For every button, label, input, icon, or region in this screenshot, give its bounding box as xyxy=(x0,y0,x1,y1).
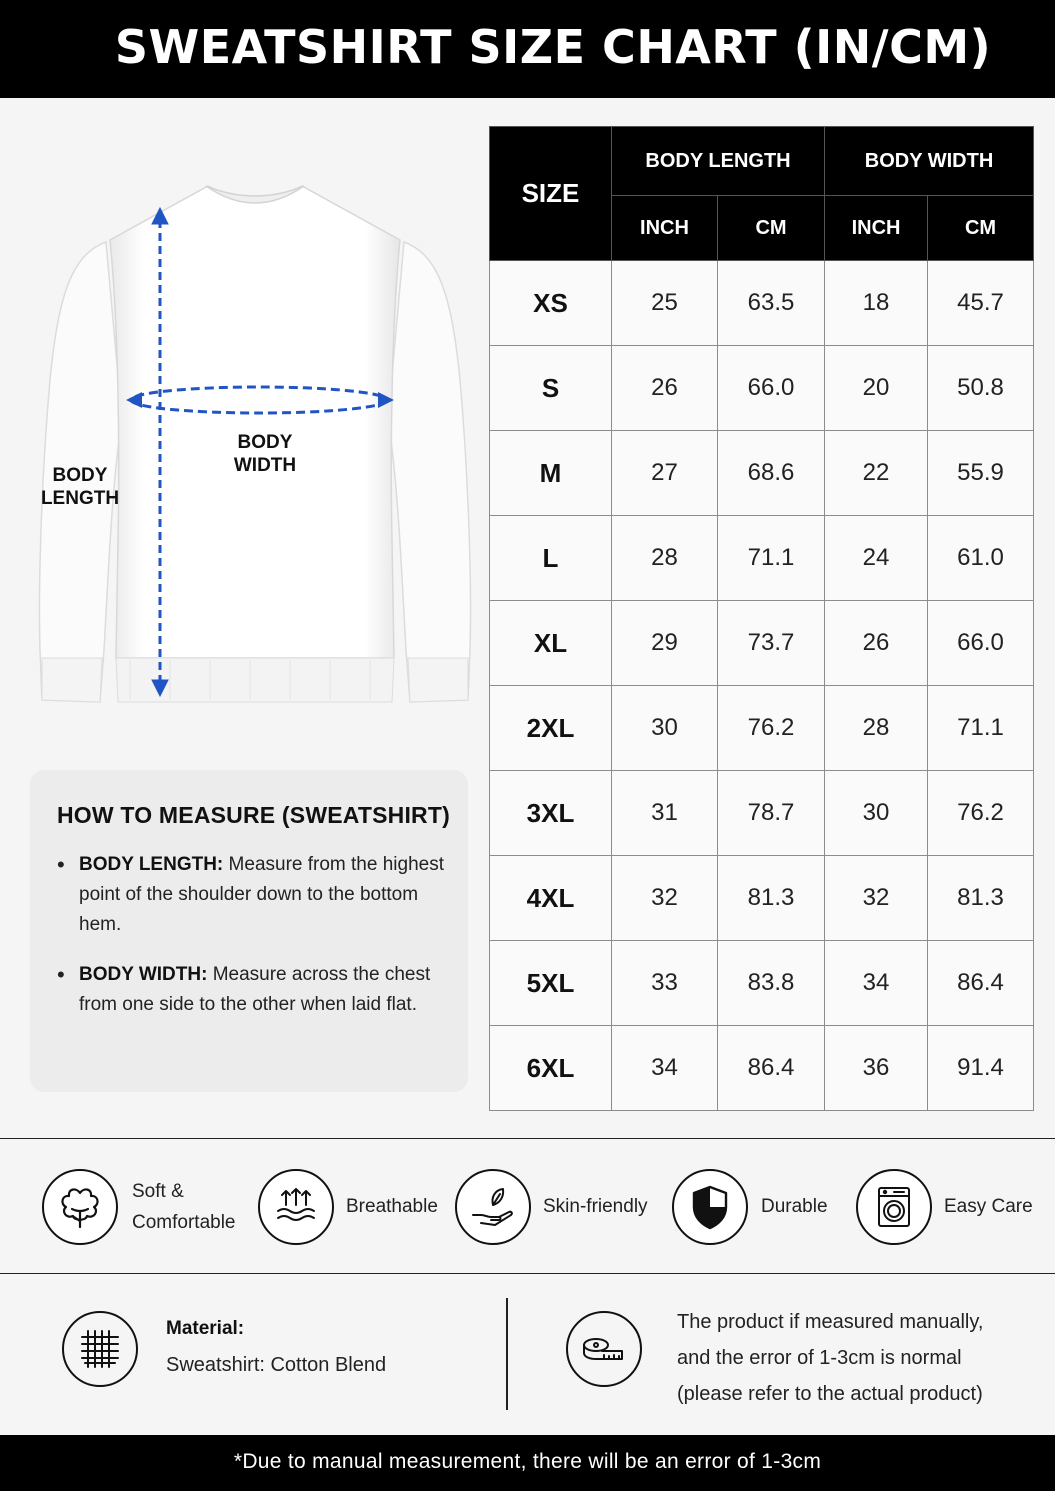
page-footer xyxy=(0,1435,1055,1491)
size-cell: 2XL xyxy=(490,686,612,771)
measure-description: Measure across the chest from one side to the other when laid flat. xyxy=(79,964,431,1015)
size-cell: 3XL xyxy=(490,771,612,856)
page-header xyxy=(0,0,1055,98)
list-item xyxy=(57,850,452,940)
measurement-note-line: The product if measured manually, xyxy=(677,1311,984,1333)
feature-label-durable: Durable xyxy=(761,1196,828,1217)
measure-term: BODY LENGTH: xyxy=(79,854,224,875)
body-length-label-line1: BODY xyxy=(52,465,108,486)
table-cell: 33 xyxy=(612,941,718,1026)
table-cell: 32 xyxy=(825,856,928,941)
table-row xyxy=(490,941,1034,1026)
body-length-header: BODY LENGTH xyxy=(612,127,825,196)
body-width-label-line2: WIDTH xyxy=(233,455,297,476)
size-cell: S xyxy=(490,346,612,431)
material-value: Sweatshirt: Cotton Blend xyxy=(166,1354,387,1376)
size-cell: M xyxy=(490,431,612,516)
how-to-measure-title: HOW TO MEASURE (SWEATSHIRT) xyxy=(57,802,450,828)
body-length-label-line2: LENGTH xyxy=(40,488,120,509)
size-cell: L xyxy=(490,516,612,601)
size-table-body xyxy=(490,261,1034,1111)
table-row xyxy=(490,686,1034,771)
table-cell: 22 xyxy=(825,431,928,516)
table-cell: 32 xyxy=(612,856,718,941)
table-cell: 71.1 xyxy=(718,516,825,601)
washing-machine-icon xyxy=(856,1169,932,1245)
table-cell: 66.0 xyxy=(718,346,825,431)
table-cell: 45.7 xyxy=(928,261,1034,346)
table-cell: 61.0 xyxy=(928,516,1034,601)
cotton-flower-icon xyxy=(42,1169,118,1245)
table-row xyxy=(490,1026,1034,1111)
table-cell: 76.2 xyxy=(718,686,825,771)
table-cell: 29 xyxy=(612,601,718,686)
table-row xyxy=(490,346,1034,431)
size-column-header: SIZE xyxy=(490,127,612,261)
size-cell: 4XL xyxy=(490,856,612,941)
footer-note: *Due to manual measurement, there will be an error of 1-3cm xyxy=(233,1450,822,1473)
table-row xyxy=(490,516,1034,601)
table-cell: 86.4 xyxy=(928,941,1034,1026)
table-cell: 78.7 xyxy=(718,771,825,856)
table-cell: 73.7 xyxy=(718,601,825,686)
table-cell: 66.0 xyxy=(928,601,1034,686)
size-cell: XS xyxy=(490,261,612,346)
table-cell: 34 xyxy=(612,1026,718,1111)
table-cell: 50.8 xyxy=(928,346,1034,431)
how-to-measure-list xyxy=(57,850,452,1040)
table-cell: 55.9 xyxy=(928,431,1034,516)
measure-description: Measure from the highest point of the shoulder down to the bottom hem. xyxy=(79,854,444,935)
table-cell: 86.4 xyxy=(718,1026,825,1111)
size-cell: 5XL xyxy=(490,941,612,1026)
table-cell: 36 xyxy=(825,1026,928,1111)
table-row xyxy=(490,856,1034,941)
table-cell: 28 xyxy=(825,686,928,771)
measurement-note-line: (please refer to the actual product) xyxy=(677,1383,983,1405)
table-cell: 24 xyxy=(825,516,928,601)
table-cell: 30 xyxy=(825,771,928,856)
material-title: Material: xyxy=(166,1318,245,1339)
fabric-grid-icon xyxy=(62,1311,138,1387)
size-cell: 6XL xyxy=(490,1026,612,1111)
body-width-label xyxy=(224,431,306,477)
table-cell: 18 xyxy=(825,261,928,346)
size-cell: XL xyxy=(490,601,612,686)
feature-label-breathable: Breathable xyxy=(346,1196,438,1217)
table-cell: 34 xyxy=(825,941,928,1026)
table-cell: 81.3 xyxy=(928,856,1034,941)
feature-label-line: Soft & xyxy=(132,1181,184,1202)
table-cell: 20 xyxy=(825,346,928,431)
body-width-label-line1: BODY xyxy=(237,432,293,453)
measuring-tape-icon xyxy=(566,1311,642,1387)
table-row xyxy=(490,601,1034,686)
breathable-arrows-icon xyxy=(258,1169,334,1245)
table-cell: 71.1 xyxy=(928,686,1034,771)
table-cell: 25 xyxy=(612,261,718,346)
measurement-note xyxy=(677,1304,983,1412)
feature-label-soft xyxy=(132,1176,236,1238)
table-cell: 63.5 xyxy=(718,261,825,346)
page-title: SWEATSHIRT SIZE CHART (IN/CM) xyxy=(114,20,992,74)
feature-label-easy-care: Easy Care xyxy=(944,1196,1033,1217)
table-cell: 27 xyxy=(612,431,718,516)
table-cell: 76.2 xyxy=(928,771,1034,856)
measurement-note-line: and the error of 1-3cm is normal xyxy=(677,1347,962,1369)
unit-header: CM xyxy=(928,196,1034,261)
measure-term: BODY WIDTH: xyxy=(79,964,208,985)
table-cell: 81.3 xyxy=(718,856,825,941)
features-strip xyxy=(0,1138,1055,1274)
size-table xyxy=(489,126,1034,1111)
body-length-label xyxy=(38,464,122,510)
unit-header: INCH xyxy=(612,196,718,261)
material-section xyxy=(0,1274,1055,1435)
table-cell: 68.6 xyxy=(718,431,825,516)
how-to-measure-box xyxy=(30,770,468,1092)
table-row xyxy=(490,431,1034,516)
section-divider xyxy=(506,1298,508,1410)
table-cell: 30 xyxy=(612,686,718,771)
table-cell: 91.4 xyxy=(928,1026,1034,1111)
feature-label-line: Comfortable xyxy=(132,1212,236,1233)
table-cell: 83.8 xyxy=(718,941,825,1026)
unit-header: INCH xyxy=(825,196,928,261)
feature-label-skin-friendly: Skin-friendly xyxy=(543,1196,648,1217)
list-item xyxy=(57,960,452,1020)
table-cell: 26 xyxy=(825,601,928,686)
hand-leaf-icon xyxy=(455,1169,531,1245)
body-width-header: BODY WIDTH xyxy=(825,127,1034,196)
table-cell: 28 xyxy=(612,516,718,601)
table-cell: 31 xyxy=(612,771,718,856)
unit-header: CM xyxy=(718,196,825,261)
table-row xyxy=(490,261,1034,346)
shield-icon xyxy=(672,1169,748,1245)
table-cell: 26 xyxy=(612,346,718,431)
table-row xyxy=(490,771,1034,856)
